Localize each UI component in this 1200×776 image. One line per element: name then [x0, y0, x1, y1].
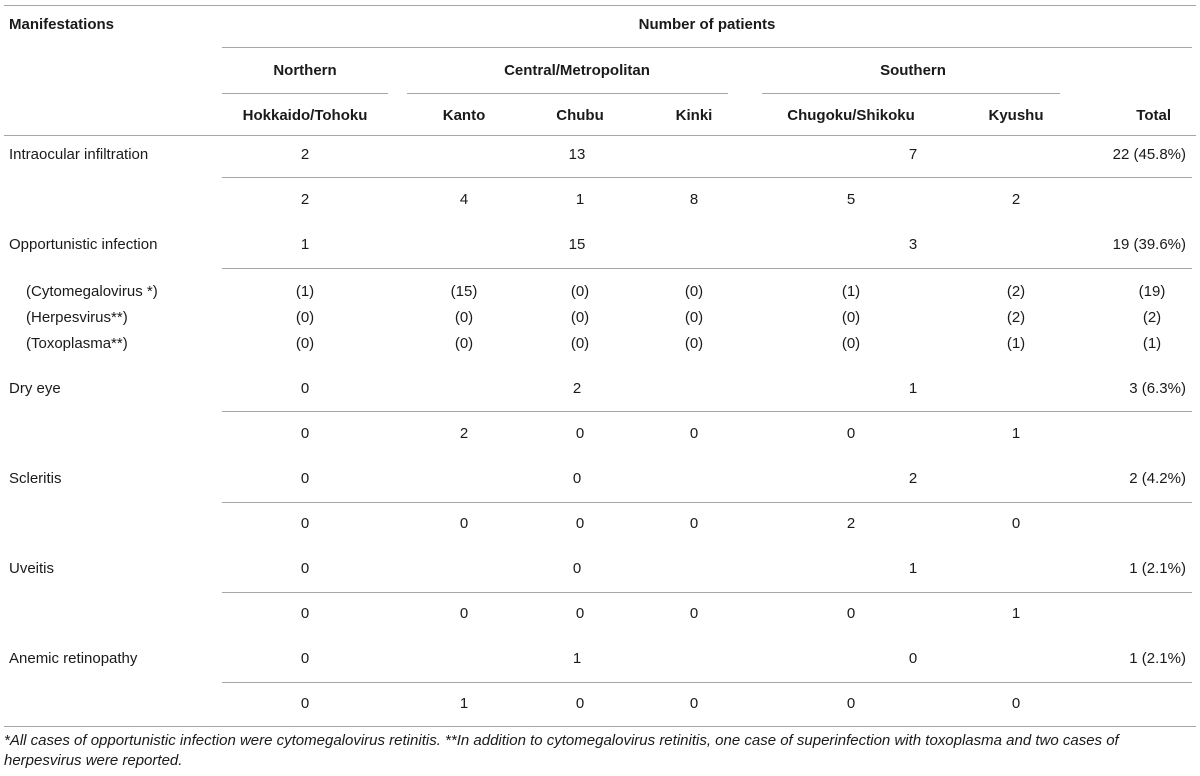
region-count: 1 — [908, 380, 918, 397]
sub-row-count: (0) — [684, 335, 704, 352]
subregion-count: 0 — [689, 605, 699, 622]
row-label: Opportunistic infection — [9, 236, 158, 253]
sub-row-count: (0) — [841, 309, 861, 326]
group-rule — [222, 47, 1192, 48]
region-count: 13 — [568, 146, 586, 163]
subregion-count: 0 — [1011, 695, 1021, 712]
subregion-count: 0 — [689, 515, 699, 532]
sub-row-count: (1) — [295, 283, 315, 300]
region-header-southern: Southern — [880, 62, 946, 79]
row-label: Dry eye — [9, 380, 61, 397]
region-count: 3 — [908, 236, 918, 253]
sub-row-count: (0) — [684, 309, 704, 326]
sub-row-count: (2) — [1006, 283, 1026, 300]
subregion-count: 0 — [575, 425, 585, 442]
header-manifestations: Manifestations — [9, 16, 115, 33]
subregion-header-kinki: Kinki — [675, 107, 713, 124]
subregion-count: 0 — [459, 515, 469, 532]
subregion-count: 0 — [300, 695, 310, 712]
region-count: 2 — [300, 146, 310, 163]
subregion-count: 1 — [1011, 425, 1021, 442]
sub-row-label: (Toxoplasma**) — [26, 335, 128, 352]
sub-row-count: (0) — [295, 309, 315, 326]
subregion-count: 0 — [575, 515, 585, 532]
region-count: 0 — [572, 470, 582, 487]
subregion-count: 0 — [575, 605, 585, 622]
subregion-header-chugoku-shikoku: Chugoku/Shikoku — [787, 107, 915, 124]
region-count: 1 — [300, 236, 310, 253]
subregion-count: 2 — [1011, 191, 1021, 208]
subregion-count: 2 — [300, 191, 310, 208]
subregion-header-kyushu: Kyushu — [988, 107, 1044, 124]
row-rule — [222, 682, 1192, 683]
sub-row-count: (0) — [454, 335, 474, 352]
subregion-count: 1 — [575, 191, 585, 208]
region-count: 0 — [300, 470, 310, 487]
region-rule-northern — [222, 93, 388, 94]
region-header-central: Central/Metropolitan — [504, 62, 650, 79]
row-label: Intraocular infiltration — [9, 146, 149, 163]
subregion-count: 0 — [1011, 515, 1021, 532]
row-rule — [222, 268, 1192, 269]
region-count: 15 — [568, 236, 586, 253]
region-count: 2 — [572, 380, 582, 397]
header-bottom-rule — [4, 135, 1196, 136]
region-header-northern: Northern — [273, 62, 337, 79]
region-rule-central — [407, 93, 728, 94]
subregion-count: 5 — [846, 191, 856, 208]
subregion-count: 0 — [846, 695, 856, 712]
subregion-count: 0 — [689, 425, 699, 442]
row-total: 1 (2.1%) — [1129, 560, 1186, 577]
region-count: 0 — [300, 650, 310, 667]
region-count: 0 — [300, 560, 310, 577]
subregion-count: 0 — [300, 515, 310, 532]
subregion-header-hokkaido-tohoku: Hokkaido/Tohoku — [242, 107, 368, 124]
row-total: 3 (6.3%) — [1129, 380, 1186, 397]
sub-row-count: (2) — [1006, 309, 1026, 326]
region-count: 0 — [908, 650, 918, 667]
subregion-count: 4 — [459, 191, 469, 208]
subregion-count: 8 — [689, 191, 699, 208]
row-rule — [222, 592, 1192, 593]
subregion-count: 0 — [300, 425, 310, 442]
subregion-count: 0 — [846, 425, 856, 442]
row-label: Anemic retinopathy — [9, 650, 138, 667]
sub-row-label: (Herpesvirus**) — [26, 309, 128, 326]
header-total: Total — [1136, 107, 1171, 124]
row-rule — [222, 411, 1192, 412]
sub-row-count: (0) — [570, 335, 590, 352]
subregion-count: 0 — [846, 605, 856, 622]
table-bottom-rule — [4, 726, 1196, 727]
row-rule — [222, 502, 1192, 503]
header-number-of-patients: Number of patients — [638, 16, 776, 33]
region-rule-southern — [762, 93, 1060, 94]
region-count: 7 — [908, 146, 918, 163]
subregion-count: 1 — [459, 695, 469, 712]
sub-row-count: (0) — [454, 309, 474, 326]
subregion-count: 2 — [459, 425, 469, 442]
sub-row-count: (0) — [570, 283, 590, 300]
subregion-count: 0 — [575, 695, 585, 712]
region-count: 1 — [572, 650, 582, 667]
sub-row-count: (15) — [450, 283, 478, 300]
sub-row-label: (Cytomegalovirus *) — [26, 283, 158, 300]
row-label: Scleritis — [9, 470, 62, 487]
sub-row-total: (2) — [1142, 309, 1162, 326]
sub-row-count: (0) — [841, 335, 861, 352]
sub-row-count: (0) — [570, 309, 590, 326]
subregion-count: 0 — [459, 605, 469, 622]
sub-row-total: (1) — [1142, 335, 1162, 352]
row-rule — [222, 177, 1192, 178]
subregion-count: 2 — [846, 515, 856, 532]
subregion-header-chubu: Chubu — [556, 107, 604, 124]
table-top-rule — [4, 5, 1196, 6]
sub-row-count: (0) — [295, 335, 315, 352]
subregion-count: 0 — [300, 605, 310, 622]
sub-row-count: (1) — [1006, 335, 1026, 352]
row-label: Uveitis — [9, 560, 55, 577]
row-total: 22 (45.8%) — [1112, 146, 1186, 163]
sub-row-count: (0) — [684, 283, 704, 300]
table-footnote: *All cases of opportunistic infection were cytomegalovirus retinitis. **In addition to cytomegalovirus retinitis, one case of superinfection with toxoplasma and two cases of herpesvirus were reported. — [4, 732, 1119, 769]
sub-row-count: (1) — [841, 283, 861, 300]
region-count: 0 — [300, 380, 310, 397]
row-total: 1 (2.1%) — [1129, 650, 1186, 667]
region-count: 2 — [908, 470, 918, 487]
subregion-count: 0 — [689, 695, 699, 712]
row-total: 2 (4.2%) — [1129, 470, 1186, 487]
subregion-count: 1 — [1011, 605, 1021, 622]
sub-row-total: (19) — [1138, 283, 1166, 300]
subregion-header-kanto: Kanto — [442, 107, 486, 124]
region-count: 1 — [908, 560, 918, 577]
region-count: 0 — [572, 560, 582, 577]
row-total: 19 (39.6%) — [1112, 236, 1186, 253]
